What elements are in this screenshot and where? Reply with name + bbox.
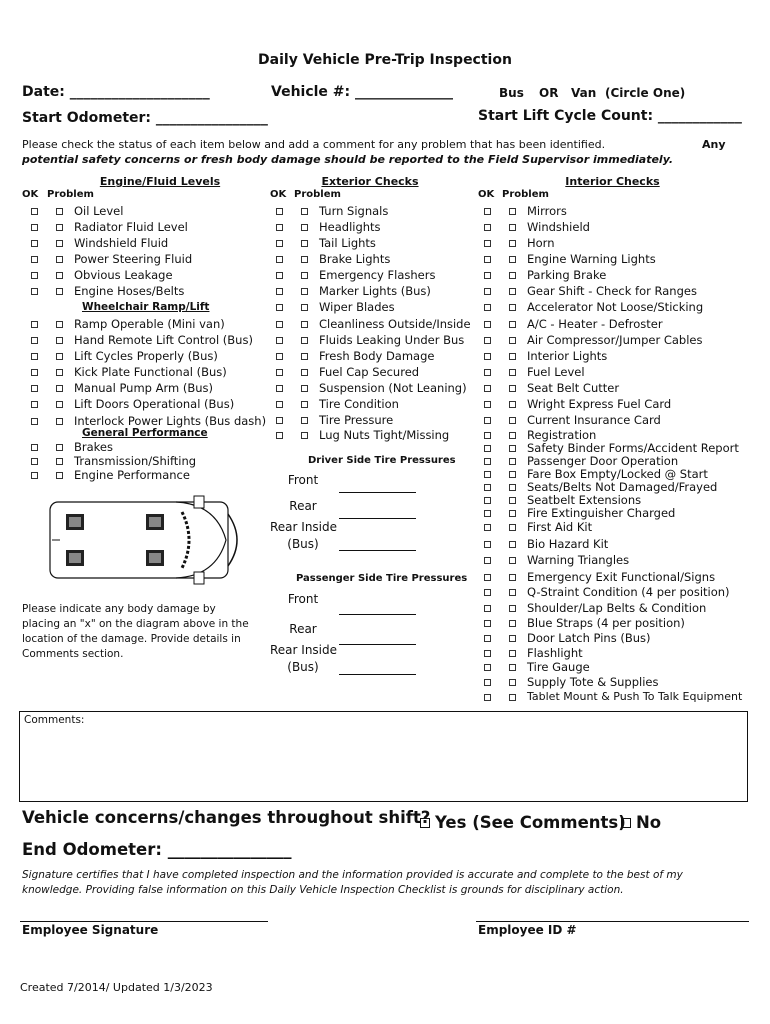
ok-checkbox[interactable]: [484, 369, 491, 376]
checklist-item-label: Tail Lights: [319, 236, 376, 250]
checklist-item-label: Windshield Fluid: [74, 236, 169, 250]
ok-checkbox[interactable]: [276, 401, 283, 408]
problem-checkbox[interactable]: [509, 321, 516, 328]
checklist-item-label: Oil Level: [74, 204, 124, 218]
ok-checkbox[interactable]: [484, 208, 491, 215]
col-ok-3: OK: [478, 189, 495, 200]
problem-checkbox[interactable]: [301, 272, 308, 279]
concerns-yes-option[interactable]: [420, 813, 626, 832]
problem-checkbox[interactable]: [56, 418, 63, 425]
ok-checkbox[interactable]: [484, 510, 491, 517]
passenger-front-input[interactable]: [339, 614, 416, 615]
body-damage-note-line4: Comments section.: [22, 648, 124, 660]
problem-checkbox[interactable]: [56, 444, 63, 451]
problem-checkbox[interactable]: [56, 224, 63, 231]
driver-rear-inside-input[interactable]: [339, 550, 416, 551]
ok-checkbox[interactable]: [484, 664, 491, 671]
problem-checkbox[interactable]: [509, 337, 516, 344]
ok-checkbox[interactable]: [31, 353, 38, 360]
ok-checkbox[interactable]: [31, 256, 38, 263]
ok-checkbox[interactable]: [31, 369, 38, 376]
ok-checkbox[interactable]: [484, 272, 491, 279]
problem-checkbox[interactable]: [509, 694, 516, 701]
checklist-item-label: Q-Straint Condition (4 per position): [527, 585, 730, 599]
employee-signature-label: Employee Signature: [22, 923, 159, 937]
problem-checkbox[interactable]: [509, 353, 516, 360]
ok-checkbox[interactable]: [276, 208, 283, 215]
checklist-item-label: Emergency Flashers: [319, 268, 436, 282]
checklist-item-label: Interlock Power Lights (Bus dash): [74, 414, 267, 428]
problem-checkbox[interactable]: [301, 369, 308, 376]
driver-rear-input[interactable]: [339, 518, 416, 519]
ok-checkbox[interactable]: [484, 224, 491, 231]
ok-checkbox[interactable]: [276, 337, 283, 344]
ok-checkbox[interactable]: [276, 385, 283, 392]
driver-front-label: Front: [287, 473, 319, 487]
circle-one-label: (Circle One): [605, 86, 686, 100]
checklist-item-label: Fuel Level: [527, 365, 585, 379]
checklist-item-label: Seatbelt Extensions: [527, 493, 642, 507]
date-field[interactable]: Date: ____________________: [22, 84, 210, 100]
col-problem-2: Problem: [294, 189, 341, 200]
ok-checkbox[interactable]: [484, 605, 491, 612]
ok-checkbox[interactable]: [484, 557, 491, 564]
ok-checkbox[interactable]: [276, 432, 283, 439]
ok-checkbox[interactable]: [31, 337, 38, 344]
problem-checkbox[interactable]: [509, 417, 516, 424]
problem-checkbox[interactable]: [56, 472, 63, 479]
ok-checkbox[interactable]: [276, 369, 283, 376]
vehicle-body: [50, 502, 228, 578]
page-title: Daily Vehicle Pre-Trip Inspection: [258, 52, 512, 68]
problem-checkbox[interactable]: [56, 401, 63, 408]
checklist-item-label: Brakes: [74, 440, 113, 454]
passenger-rear-label: Rear: [289, 622, 317, 636]
passenger-front-label: Front: [287, 592, 319, 606]
instructions-any: Any: [702, 138, 726, 151]
problem-checkbox[interactable]: [301, 304, 308, 311]
checklist-item-label: A/C - Heater - Defroster: [527, 317, 663, 331]
checklist-item-label: Warning Triangles: [527, 553, 630, 567]
problem-checkbox[interactable]: [509, 510, 516, 517]
ok-checkbox[interactable]: [31, 208, 38, 215]
checklist-item-label: Cleanliness Outside/Inside: [319, 317, 471, 331]
certification-text: [22, 868, 683, 898]
checklist-item-label: Bio Hazard Kit: [527, 537, 609, 551]
problem-checkbox[interactable]: [509, 224, 516, 231]
footer-created-updated: Created 7/2014/ Updated 1/3/2023: [20, 981, 213, 994]
checklist-item-label: Door Latch Pins (Bus): [527, 631, 651, 645]
instructions-line2: potential safety concerns or fresh body damage should be reported to the Field Supervisor immediately.: [22, 153, 674, 166]
checklist-item-label: Shoulder/Lap Belts & Condition: [527, 601, 707, 615]
checklist-item-label: Seats/Belts Not Damaged/Frayed: [527, 480, 718, 494]
ok-checkbox[interactable]: [484, 337, 491, 344]
passenger-rear-input[interactable]: [339, 644, 416, 645]
problem-checkbox[interactable]: [509, 524, 516, 531]
problem-checkbox[interactable]: [509, 401, 516, 408]
ok-checkbox[interactable]: [484, 432, 491, 439]
checklist-item-label: Wright Express Fuel Card: [527, 397, 672, 411]
checklist-item-label: Tire Pressure: [319, 413, 394, 427]
problem-checkbox[interactable]: [56, 288, 63, 295]
checklist-item-label: Suspension (Not Leaning): [319, 381, 467, 395]
ok-checkbox[interactable]: [484, 524, 491, 531]
checklist-item-label: Emergency Exit Functional/Signs: [527, 570, 716, 584]
checklist-item-label: Engine Hoses/Belts: [74, 284, 185, 298]
certification-line2: knowledge. Providing false information on this Daily Vehicle Inspection Checklist is grounds for disciplinary action.: [22, 884, 624, 896]
tire-front-right: [146, 550, 164, 566]
checklist-item-label: Lift Cycles Properly (Bus): [74, 349, 218, 363]
ok-checkbox[interactable]: [484, 589, 491, 596]
comments-label: Comments:: [24, 714, 85, 726]
checklist-item-label: Mirrors: [527, 204, 567, 218]
problem-checkbox[interactable]: [56, 353, 63, 360]
problem-checkbox[interactable]: [509, 620, 516, 627]
checklist-item-label: Blue Straps (4 per position): [527, 616, 685, 630]
checklist-item-label: Kick Plate Functional (Bus): [74, 365, 227, 379]
problem-checkbox[interactable]: [56, 272, 63, 279]
problem-checkbox[interactable]: [509, 432, 516, 439]
comments-box[interactable]: [19, 711, 748, 802]
checklist-item-label: First Aid Kit: [527, 520, 593, 534]
or-label: OR: [539, 86, 559, 100]
concerns-yes-checkbox[interactable]: [420, 818, 430, 828]
checklist-item-label: Fuel Cap Secured: [319, 365, 420, 379]
ok-checkbox[interactable]: [31, 444, 38, 451]
start-odometer-field[interactable]: Start Odometer: ________________: [22, 110, 268, 126]
checklist-item-label: Passenger Door Operation: [527, 454, 679, 468]
problem-checkbox[interactable]: [56, 321, 63, 328]
checklist-item-label: Air Compressor/Jumper Cables: [527, 333, 703, 347]
problem-checkbox[interactable]: [509, 385, 516, 392]
checklist-item-label: Windshield: [527, 220, 590, 234]
checklist-item-label: Registration: [527, 428, 597, 442]
problem-checkbox[interactable]: [509, 458, 516, 465]
problem-checkbox[interactable]: [509, 605, 516, 612]
checklist-item-label: Interior Lights: [527, 349, 608, 363]
checklist-item-label: Fare Box Empty/Locked @ Start: [527, 467, 708, 481]
col-problem-3: Problem: [502, 189, 549, 200]
checklist-item-label: Lug Nuts Tight/Missing: [319, 428, 450, 442]
checklist-item-label: Current Insurance Card: [527, 413, 661, 427]
problem-checkbox[interactable]: [509, 664, 516, 671]
employee-signature-line[interactable]: [20, 921, 268, 922]
problem-checkbox[interactable]: [509, 304, 516, 311]
passenger-rear-inside-input[interactable]: [339, 674, 416, 675]
ok-checkbox[interactable]: [484, 256, 491, 263]
ok-checkbox[interactable]: [484, 679, 491, 686]
problem-checkbox[interactable]: [509, 484, 516, 491]
concerns-no-option[interactable]: [621, 813, 661, 832]
ok-checkbox[interactable]: [484, 321, 491, 328]
checklist-item-label: Tire Condition: [319, 397, 399, 411]
problem-checkbox[interactable]: [301, 401, 308, 408]
problem-checkbox[interactable]: [509, 541, 516, 548]
problem-checkbox[interactable]: [509, 557, 516, 564]
passenger-rear-inside-label: Rear Inside: [270, 643, 338, 657]
ok-checkbox[interactable]: [31, 458, 38, 465]
checklist-item-label: Marker Lights (Bus): [319, 284, 431, 298]
problem-checkbox[interactable]: [56, 208, 63, 215]
passenger-tire-pressures-title: Passenger Side Tire Pressures: [296, 573, 468, 584]
ok-checkbox[interactable]: [484, 401, 491, 408]
ok-checkbox[interactable]: [484, 620, 491, 627]
ok-checkbox[interactable]: [276, 417, 283, 424]
ok-checkbox[interactable]: [31, 272, 38, 279]
col-ok-2: OK: [270, 189, 287, 200]
ok-checkbox[interactable]: [484, 484, 491, 491]
problem-checkbox[interactable]: [301, 385, 308, 392]
ok-checkbox[interactable]: [31, 224, 38, 231]
col-problem-1: Problem: [47, 189, 94, 200]
ok-checkbox[interactable]: [484, 635, 491, 642]
problem-checkbox[interactable]: [56, 369, 63, 376]
problem-checkbox[interactable]: [301, 240, 308, 247]
van-option[interactable]: Van: [571, 86, 597, 100]
instructions-line1: Please check the status of each item below and add a comment for any problem that has been identified.: [22, 138, 606, 151]
checklist-item-label: Power Steering Fluid: [74, 252, 193, 266]
col-ok-1: OK: [22, 189, 39, 200]
ok-checkbox[interactable]: [276, 304, 283, 311]
ok-checkbox[interactable]: [31, 385, 38, 392]
employee-id-label: Employee ID #: [478, 923, 577, 937]
checklist-item-label: Engine Performance: [74, 468, 190, 482]
ok-checkbox[interactable]: [276, 353, 283, 360]
vehicle-number-field[interactable]: Vehicle #: ______________: [271, 84, 453, 100]
passenger-bus-label: (Bus): [287, 660, 319, 674]
checklist-item-label: Gear Shift - Check for Ranges: [527, 284, 697, 298]
checklist-item-label: Brake Lights: [319, 252, 391, 266]
checklist-item-label: Obvious Leakage: [74, 268, 173, 282]
tire-rear-right: [66, 550, 84, 566]
problem-checkbox[interactable]: [301, 208, 308, 215]
end-odometer-field[interactable]: End Odometer: _______________: [22, 840, 292, 859]
ok-checkbox[interactable]: [276, 256, 283, 263]
checklist-item-label: Tire Gauge: [527, 660, 590, 674]
checklist-item-label: Ramp Operable (Mini van): [74, 317, 225, 331]
ok-checkbox[interactable]: [276, 272, 283, 279]
checklist-item-label: Flashlight: [527, 646, 583, 660]
driver-tire-pressures-title: Driver Side Tire Pressures: [308, 455, 456, 466]
checklist-item-label: Turn Signals: [319, 204, 389, 218]
checklist-item-label: Fire Extinguisher Charged: [527, 506, 676, 520]
ok-checkbox[interactable]: [31, 472, 38, 479]
concerns-yes-label: Yes (See Comments): [435, 813, 626, 832]
checklist-item-label: Supply Tote & Supplies: [527, 675, 659, 689]
exterior-section-title: Exterior Checks: [321, 175, 419, 188]
problem-checkbox[interactable]: [56, 256, 63, 263]
body-damage-note-line2: placing an "x" on the diagram above in the: [22, 618, 249, 630]
problem-checkbox[interactable]: [509, 208, 516, 215]
ok-checkbox[interactable]: [31, 288, 38, 295]
vehicle-front-bumper: [228, 514, 237, 566]
checklist-item-label: Hand Remote Lift Control (Bus): [74, 333, 253, 347]
checklist-item-label: Tablet Mount & Push To Talk Equipment: [527, 690, 743, 703]
ok-checkbox[interactable]: [276, 224, 283, 231]
problem-checkbox[interactable]: [509, 369, 516, 376]
interior-section-title: Interior Checks: [565, 175, 660, 188]
problem-checkbox[interactable]: [56, 337, 63, 344]
ok-checkbox[interactable]: [276, 288, 283, 295]
start-lift-cycle-field[interactable]: Start Lift Cycle Count: ____________: [478, 108, 742, 124]
general-section-title: General Performance: [82, 427, 208, 439]
ok-checkbox[interactable]: [484, 288, 491, 295]
problem-checkbox[interactable]: [56, 385, 63, 392]
problem-checkbox[interactable]: [509, 445, 516, 452]
checklist-item-label: Seat Belt Cutter: [527, 381, 620, 395]
checklist-item-label: Wiper Blades: [319, 300, 395, 314]
ok-checkbox[interactable]: [484, 458, 491, 465]
concerns-question: Vehicle concerns/changes throughout shift?: [22, 808, 431, 827]
ok-checkbox[interactable]: [484, 471, 491, 478]
problem-checkbox[interactable]: [509, 650, 516, 657]
problem-checkbox[interactable]: [56, 458, 63, 465]
problem-checkbox[interactable]: [509, 471, 516, 478]
vehicle-diagram[interactable]: [46, 494, 258, 586]
problem-checkbox[interactable]: [509, 240, 516, 247]
problem-checkbox[interactable]: [301, 353, 308, 360]
problem-checkbox[interactable]: [301, 432, 308, 439]
ok-checkbox[interactable]: [484, 353, 491, 360]
ok-checkbox[interactable]: [484, 445, 491, 452]
ok-checkbox[interactable]: [276, 240, 283, 247]
ok-checkbox[interactable]: [484, 541, 491, 548]
problem-checkbox[interactable]: [509, 635, 516, 642]
concerns-no-checkbox[interactable]: [621, 818, 631, 828]
checklist-item-label: Headlights: [319, 220, 381, 234]
problem-checkbox[interactable]: [301, 256, 308, 263]
ok-checkbox[interactable]: [276, 321, 283, 328]
ok-checkbox[interactable]: [31, 418, 38, 425]
body-damage-note-line3: location of the damage. Provide details in: [22, 633, 241, 645]
ok-checkbox[interactable]: [484, 304, 491, 311]
driver-bus-label: (Bus): [287, 537, 319, 551]
ok-checkbox[interactable]: [484, 574, 491, 581]
concerns-no-label: No: [636, 813, 662, 832]
tire-rear-left: [66, 514, 84, 530]
ok-checkbox[interactable]: [484, 385, 491, 392]
problem-checkbox[interactable]: [509, 288, 516, 295]
problem-checkbox[interactable]: [509, 272, 516, 279]
certification-line1: Signature certifies that I have completed inspection and the information provided is accurate and complete to the best of my: [22, 869, 683, 881]
ok-checkbox[interactable]: [31, 321, 38, 328]
ok-checkbox[interactable]: [484, 417, 491, 424]
problem-checkbox[interactable]: [509, 679, 516, 686]
problem-checkbox[interactable]: [509, 497, 516, 504]
wheelchair-section-title: Wheelchair Ramp/Lift: [82, 301, 210, 313]
checklist-item-label: Safety Binder Forms/Accident Report: [527, 441, 739, 455]
problem-checkbox[interactable]: [301, 337, 308, 344]
problem-checkbox[interactable]: [509, 256, 516, 263]
checklist-item-label: Manual Pump Arm (Bus): [74, 381, 214, 395]
problem-checkbox[interactable]: [301, 288, 308, 295]
checklist-item-label: Parking Brake: [527, 268, 607, 282]
employee-id-line[interactable]: [476, 921, 749, 922]
problem-checkbox[interactable]: [301, 417, 308, 424]
body-damage-note-line1: Please indicate any body damage by: [22, 603, 216, 615]
driver-rear-label: Rear: [289, 499, 317, 513]
body-damage-note: [22, 602, 249, 662]
driver-rear-inside-label: Rear Inside: [270, 520, 338, 534]
problem-checkbox[interactable]: [301, 224, 308, 231]
driver-front-input[interactable]: [339, 492, 416, 493]
problem-checkbox[interactable]: [509, 574, 516, 581]
problem-checkbox[interactable]: [509, 589, 516, 596]
ok-checkbox[interactable]: [31, 401, 38, 408]
problem-checkbox[interactable]: [56, 240, 63, 247]
tire-front-left: [146, 514, 164, 530]
checklist-item-label: Accelerator Not Loose/Sticking: [527, 300, 704, 314]
mirror-left: [194, 496, 204, 508]
bus-option[interactable]: Bus: [499, 86, 524, 100]
checklist-item-label: Radiator Fluid Level: [74, 220, 188, 234]
checklist-item-label: Horn: [527, 236, 555, 250]
checklist-item-label: Fresh Body Damage: [319, 349, 435, 363]
checklist-item-label: Lift Doors Operational (Bus): [74, 397, 235, 411]
ok-checkbox[interactable]: [484, 650, 491, 657]
checklist-item-label: Fluids Leaking Under Bus: [319, 333, 465, 347]
ok-checkbox[interactable]: [484, 694, 491, 701]
ok-checkbox[interactable]: [31, 240, 38, 247]
engine-section-title: Engine/Fluid Levels: [99, 175, 221, 188]
checklist-item-label: Transmission/Shifting: [74, 454, 197, 468]
mirror-right: [194, 572, 204, 584]
ok-checkbox[interactable]: [484, 497, 491, 504]
problem-checkbox[interactable]: [301, 321, 308, 328]
ok-checkbox[interactable]: [484, 240, 491, 247]
checklist-item-label: Engine Warning Lights: [527, 252, 656, 266]
